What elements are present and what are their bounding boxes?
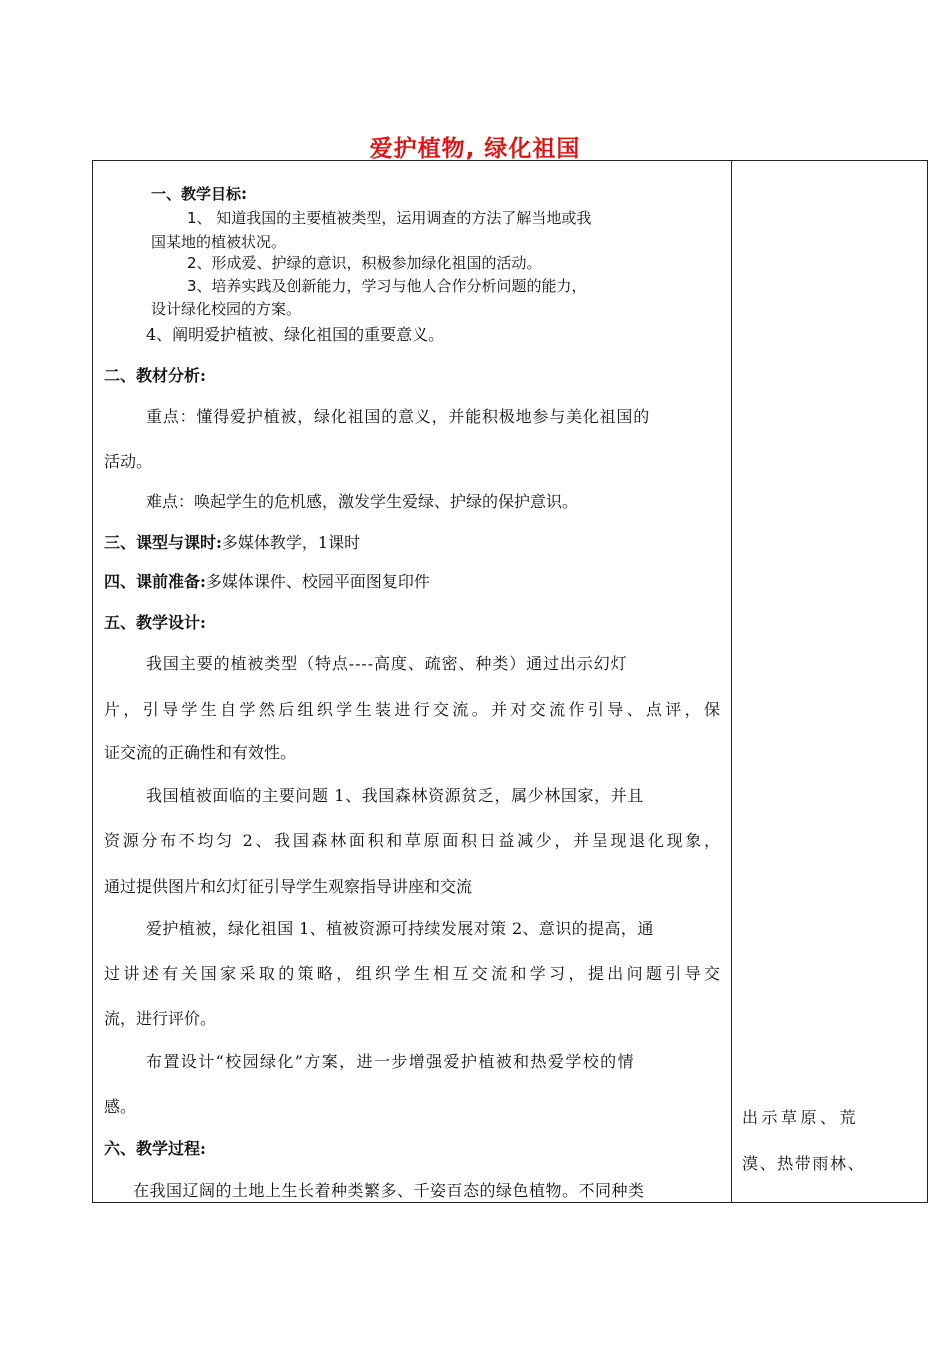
- design-p2-line-2: 资源分布不均匀 2、我国森林面积和草原面积日益减少，并呈现退化现象，: [104, 831, 720, 850]
- design-p1-line-1: 我国主要的植被类型（特点----高度、疏密、种类）通过出示幻灯: [146, 654, 628, 673]
- design-p1-line-2: 片，引导学生自学然后组织学生装进行交流。并对交流作引导、点评，保: [104, 700, 720, 719]
- side-note-line-1: 出示草原、荒: [742, 1108, 860, 1127]
- objective-3-line-2: 设计绿化校园的方案。: [151, 300, 302, 318]
- design-p3-line-3: 流，进行评价。: [104, 1009, 217, 1028]
- design-p2-line-1: 我国植被面临的主要问题 1、我国森林资源贫乏，属少林国家，并且: [146, 786, 644, 805]
- design-p3-line-2: 过讲述有关国家采取的策略，组织学生相互交流和学习，提出问题引导交: [104, 964, 720, 983]
- side-note-line-2: 漠、热带雨林、: [742, 1154, 866, 1173]
- prep-heading: 四、课前准备:: [104, 572, 206, 591]
- objective-2: 2、形成爱、护绿的意识，积极参加绿化祖国的活动。: [187, 254, 542, 272]
- page-title: 爱护植物, 绿化祖国: [369, 136, 581, 162]
- objective-3-line-1: 3、培养实践及创新能力，学习与他人合作分析问题的能力，: [187, 277, 587, 295]
- design-p4-line-1: 布置设计“校园绿化”方案，进一步增强爱护植被和热爱学校的情: [146, 1052, 635, 1071]
- design-p3-line-1: 爱护植被，绿化祖国 1、植被资源可持续发展对策 2、意识的提高，通: [146, 919, 654, 938]
- key-point-line-2: 活动。: [104, 452, 153, 471]
- column-divider: [731, 160, 732, 1203]
- objectives-heading: 一、教学目标:: [151, 185, 247, 203]
- objective-4: 4、阐明爱护植被、绿化祖国的重要意义。: [146, 325, 445, 344]
- process-p1-line-1: 在我国辽阔的土地上生长着种类繁多、千姿百态的绿色植物。不同种类: [133, 1181, 645, 1200]
- objective-1-line-1: 1、 知道我国的主要植被类型，运用调查的方法了解当地或我: [187, 209, 592, 227]
- design-p2-line-3: 通过提供图片和幻灯征引导学生观察指导讲座和交流: [104, 877, 473, 896]
- lesson-type-value: 多媒体教学，1课时: [221, 533, 361, 552]
- design-heading: 五、教学设计:: [104, 613, 206, 632]
- design-p4-line-2: 感。: [104, 1097, 137, 1116]
- lesson-type-heading: 三、课型与课时:: [104, 533, 222, 552]
- process-heading: 六、教学过程:: [104, 1139, 206, 1158]
- prep-row: [104, 574, 430, 590]
- objective-1-line-2: 国某地的植被状况。: [151, 233, 287, 251]
- materials-heading: 二、教材分析:: [104, 366, 206, 385]
- key-point-line-1: 重点：懂得爱护植被，绿化祖国的意义，并能积极地参与美化祖国的: [146, 407, 651, 426]
- prep-value: 多媒体课件、校园平面图复印件: [205, 572, 430, 591]
- design-p1-line-3: 证交流的正确性和有效性。: [104, 743, 297, 762]
- difficulty-point: 难点：唤起学生的危机感，激发学生爱绿、护绿的保护意识。: [146, 492, 579, 511]
- lesson-type-row: [104, 535, 360, 551]
